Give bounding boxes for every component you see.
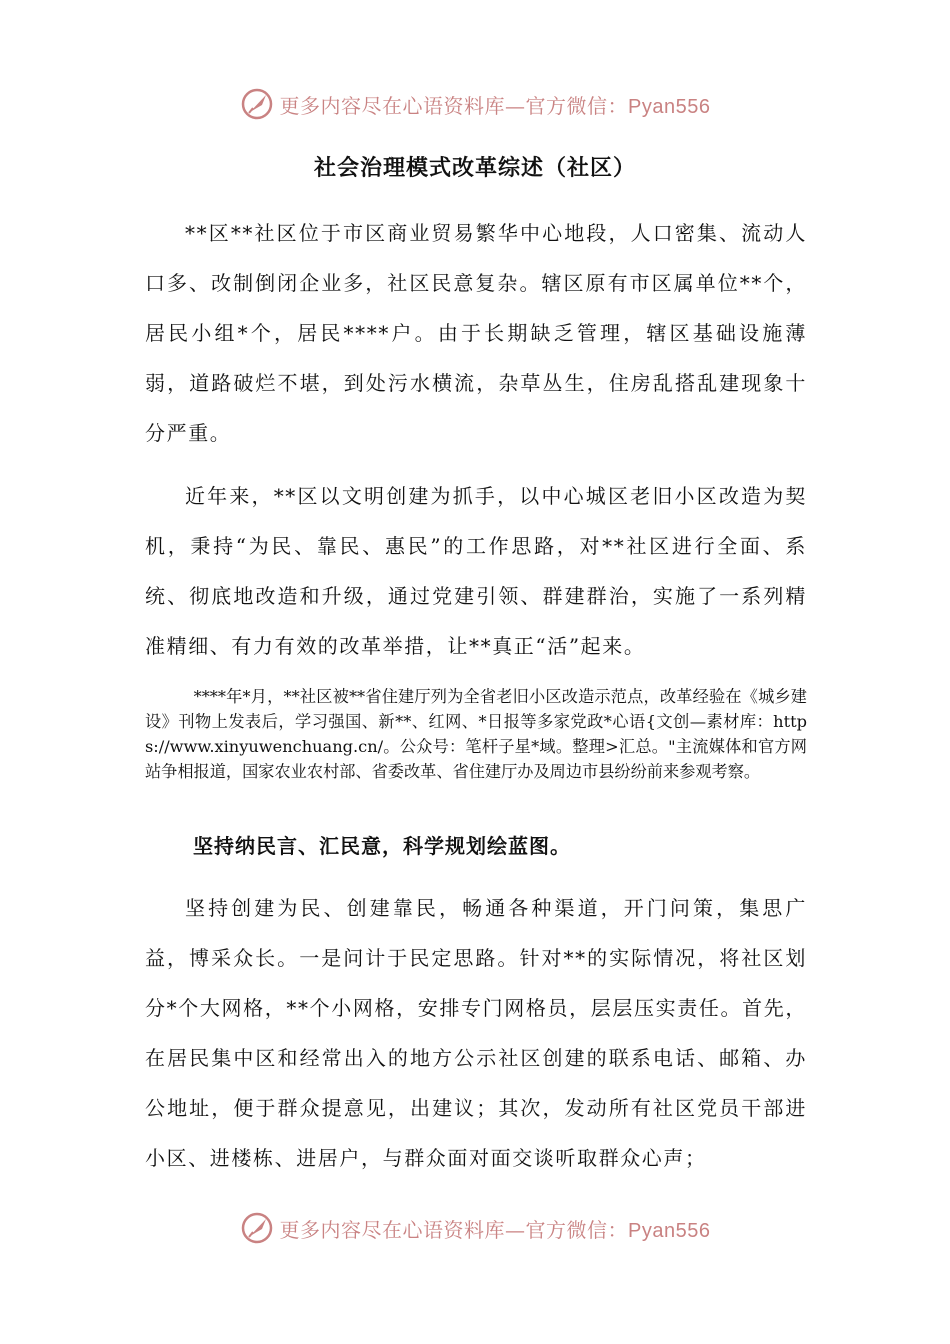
body-paragraph-1: **区**社区位于市区商业贸易繁华中心地段，人口密集、流动人口多、改制倒闭企业多，社区民意复杂。辖区原有市区属单位**个，居民小组*个，居民****户。由于长期缺乏管理，辖区基础设施薄弱，道路破烂不堪，到处污水横流，杂草丛生，住房乱搭乱建现象十分严重。 <box>145 221 807 445</box>
section-heading: 坚持纳民言、汇民意，科学规划绘蓝图。 <box>193 834 571 858</box>
quill-logo-icon <box>240 87 274 121</box>
body-paragraph-3: 坚持创建为民、创建靠民，畅通各种渠道，开门问策，集思广益，博采众长。一是问计于民定思路。针对**的实际情况，将社区划分*个大网格，**个小网格，安排专门网格员，层层压实责任。首先，在居民集中区和经常出入的地方公示社区创建的联系电话、邮箱、办公地址，便于群众提意见，出建议；其次，发动所有社区党员干部进小区、进楼栋、进居户，与群众面对面交谈听取群众心声； <box>145 896 807 1170</box>
watermark-label: 更多内容尽在心语资料库—官方微信： <box>279 1217 629 1242</box>
quill-logo-icon <box>240 1211 274 1245</box>
wechat-id: Pyan556 <box>628 95 711 118</box>
watermark-text <box>280 1214 711 1243</box>
note-paragraph: ****年*月，**社区被**省住建厅列为全省老旧小区改造示范点，改革经验在《城乡建设》刊物上发表后，学习强国、新**、红网、*日报等多家党政*心语{文创—素材库：https://www.xinyuwenchuang.cn/。公众号：笔杆子星*域。整理>汇总。"主流媒体和官方网站争相报道，国家农业农村部、省委改革、省住建厅办及周边市县纷纷前来参观考察。 <box>145 687 807 781</box>
document-title: 社会治理模式改革综述（社区） <box>313 155 636 181</box>
watermark-text <box>280 90 711 119</box>
header-watermark-banner <box>0 84 950 124</box>
body-paragraph-2: 近年来，**区以文明创建为抓手，以中心城区老旧小区改造为契机，秉持“为民、靠民、惠民”的工作思路，对**社区进行全面、系统、彻底地改造和升级，通过党建引领、群建群治，实施了一系列精准精细、有力有效的改革举措，让**真正“活”起来。 <box>145 484 807 658</box>
footer-watermark-banner <box>0 1208 950 1248</box>
watermark-label: 更多内容尽在心语资料库—官方微信： <box>279 93 629 118</box>
wechat-id: Pyan556 <box>628 1219 711 1242</box>
